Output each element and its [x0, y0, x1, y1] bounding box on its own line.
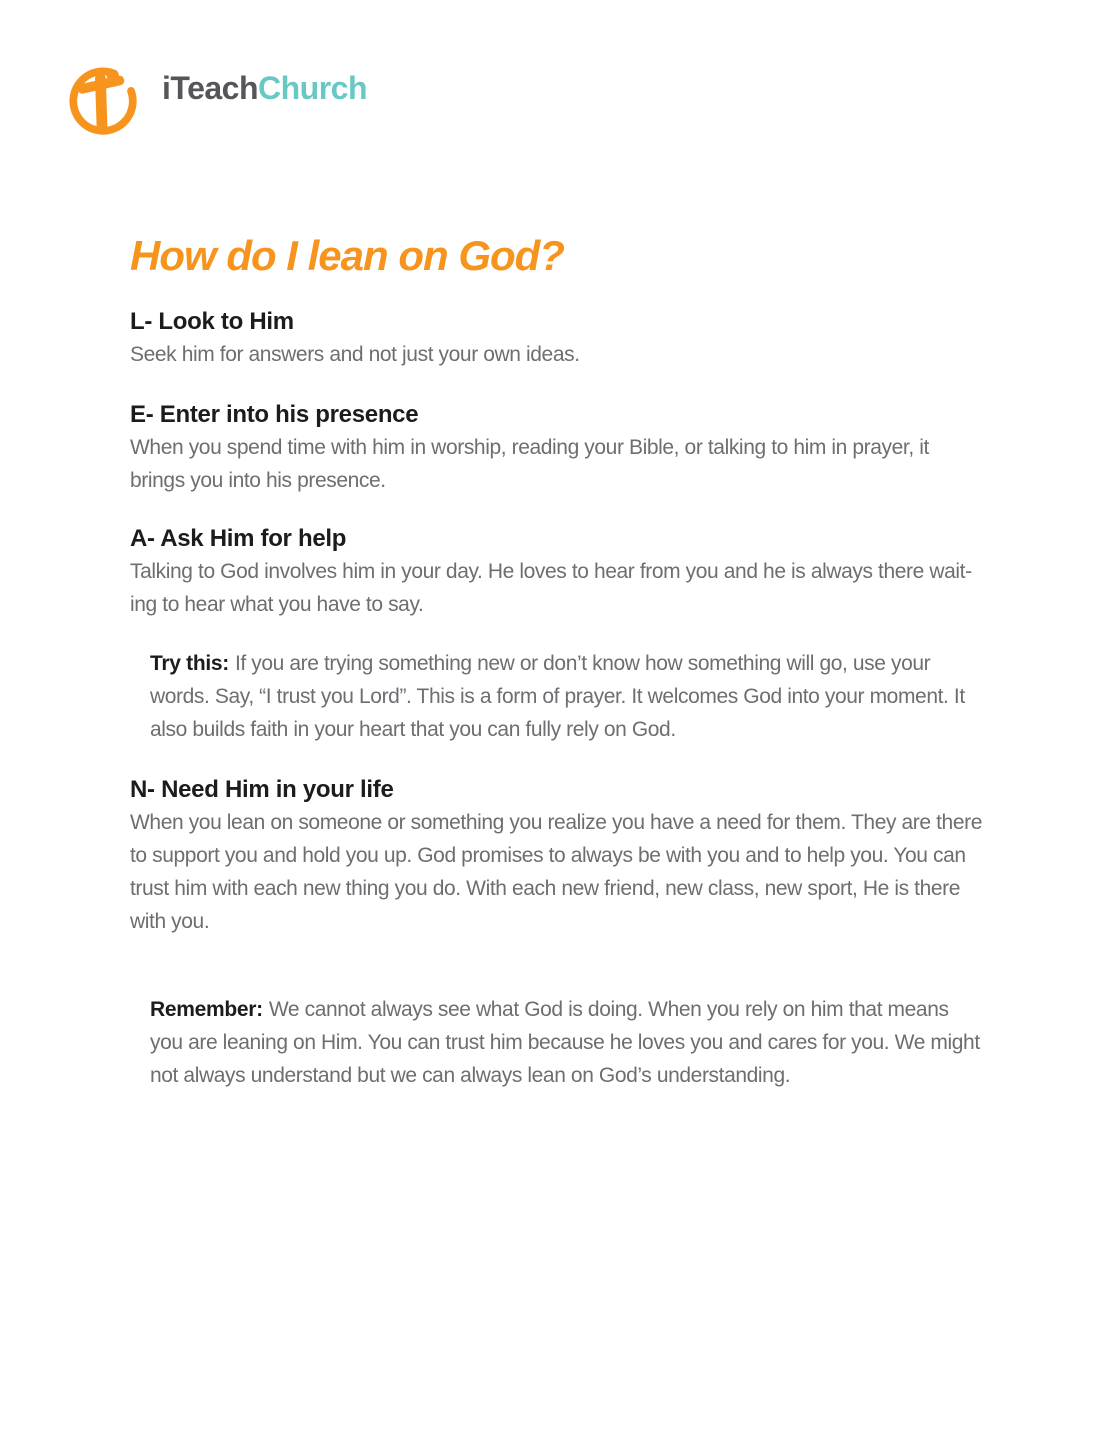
section-header: N- Need Him in your life: [130, 776, 394, 803]
callout-paragraph: [150, 993, 990, 1092]
logo-wordmark: [162, 72, 367, 104]
callout-line: [150, 993, 990, 1026]
paragraph-line: Talking to God involves him in your day. He loves to hear from you and he is always there wait-: [130, 560, 972, 583]
section-look-to-him: [130, 305, 990, 371]
document-body: [130, 233, 990, 1092]
section-paragraph: [130, 338, 990, 371]
iteachchurch-logo-icon: [64, 60, 142, 138]
paragraph-line: Seek him for answers and not just your own ideas.: [130, 343, 580, 366]
callout-line: words. Say, “I trust you Lord”. This is a form of prayer. It welcomes God into your moment. It: [150, 685, 965, 708]
section-ask-him-for-help: [130, 522, 990, 621]
paragraph-line: to support you and hold you up. God promises to always be with you and to help you. You can: [130, 844, 966, 867]
callout-try-this: [130, 647, 990, 746]
callout-line: [150, 647, 990, 680]
callout-label: Remember:: [150, 998, 263, 1021]
logo-text-church: Church: [258, 70, 367, 106]
callout-line: not always understand but we can always lean on God’s understanding.: [150, 1064, 791, 1087]
callout-label: Try this:: [150, 652, 229, 675]
section-need-him-in-your-life: [130, 773, 990, 938]
callout-line: also builds faith in your heart that you can fully rely on God.: [150, 718, 676, 741]
section-header: L- Look to Him: [130, 308, 294, 335]
page-title: How do I lean on God?: [130, 232, 564, 279]
section-paragraph: [130, 555, 990, 621]
logo: [64, 60, 367, 138]
paragraph-line: with you.: [130, 910, 210, 933]
section-header: E- Enter into his presence: [130, 401, 419, 428]
section-enter-his-presence: [130, 398, 990, 497]
paragraph-line: When you lean on someone or something you realize you have a need for them. They are there: [130, 811, 982, 834]
callout-paragraph: [150, 647, 990, 746]
logo-text-iteach: iTeach: [162, 70, 258, 106]
paragraph-line: When you spend time with him in worship, reading your Bible, or talking to him in prayer, it: [130, 436, 929, 459]
paragraph-line: brings you into his presence.: [130, 469, 386, 492]
callout-line: you are leaning on Him. You can trust him because he loves you and cares for you. We might: [150, 1031, 980, 1054]
section-header: A- Ask Him for help: [130, 525, 347, 552]
paragraph-line: ing to hear what you have to say.: [130, 593, 424, 616]
callout-line-text: We cannot always see what God is doing. When you rely on him that means: [268, 998, 949, 1021]
paragraph-line: trust him with each new thing you do. With each new friend, new class, new sport, He is there: [130, 877, 961, 900]
callout-remember: [130, 993, 990, 1092]
section-paragraph: [130, 431, 990, 497]
callout-line-text: If you are trying something new or don’t know how something will go, use your: [234, 652, 931, 675]
section-paragraph: [130, 806, 990, 938]
